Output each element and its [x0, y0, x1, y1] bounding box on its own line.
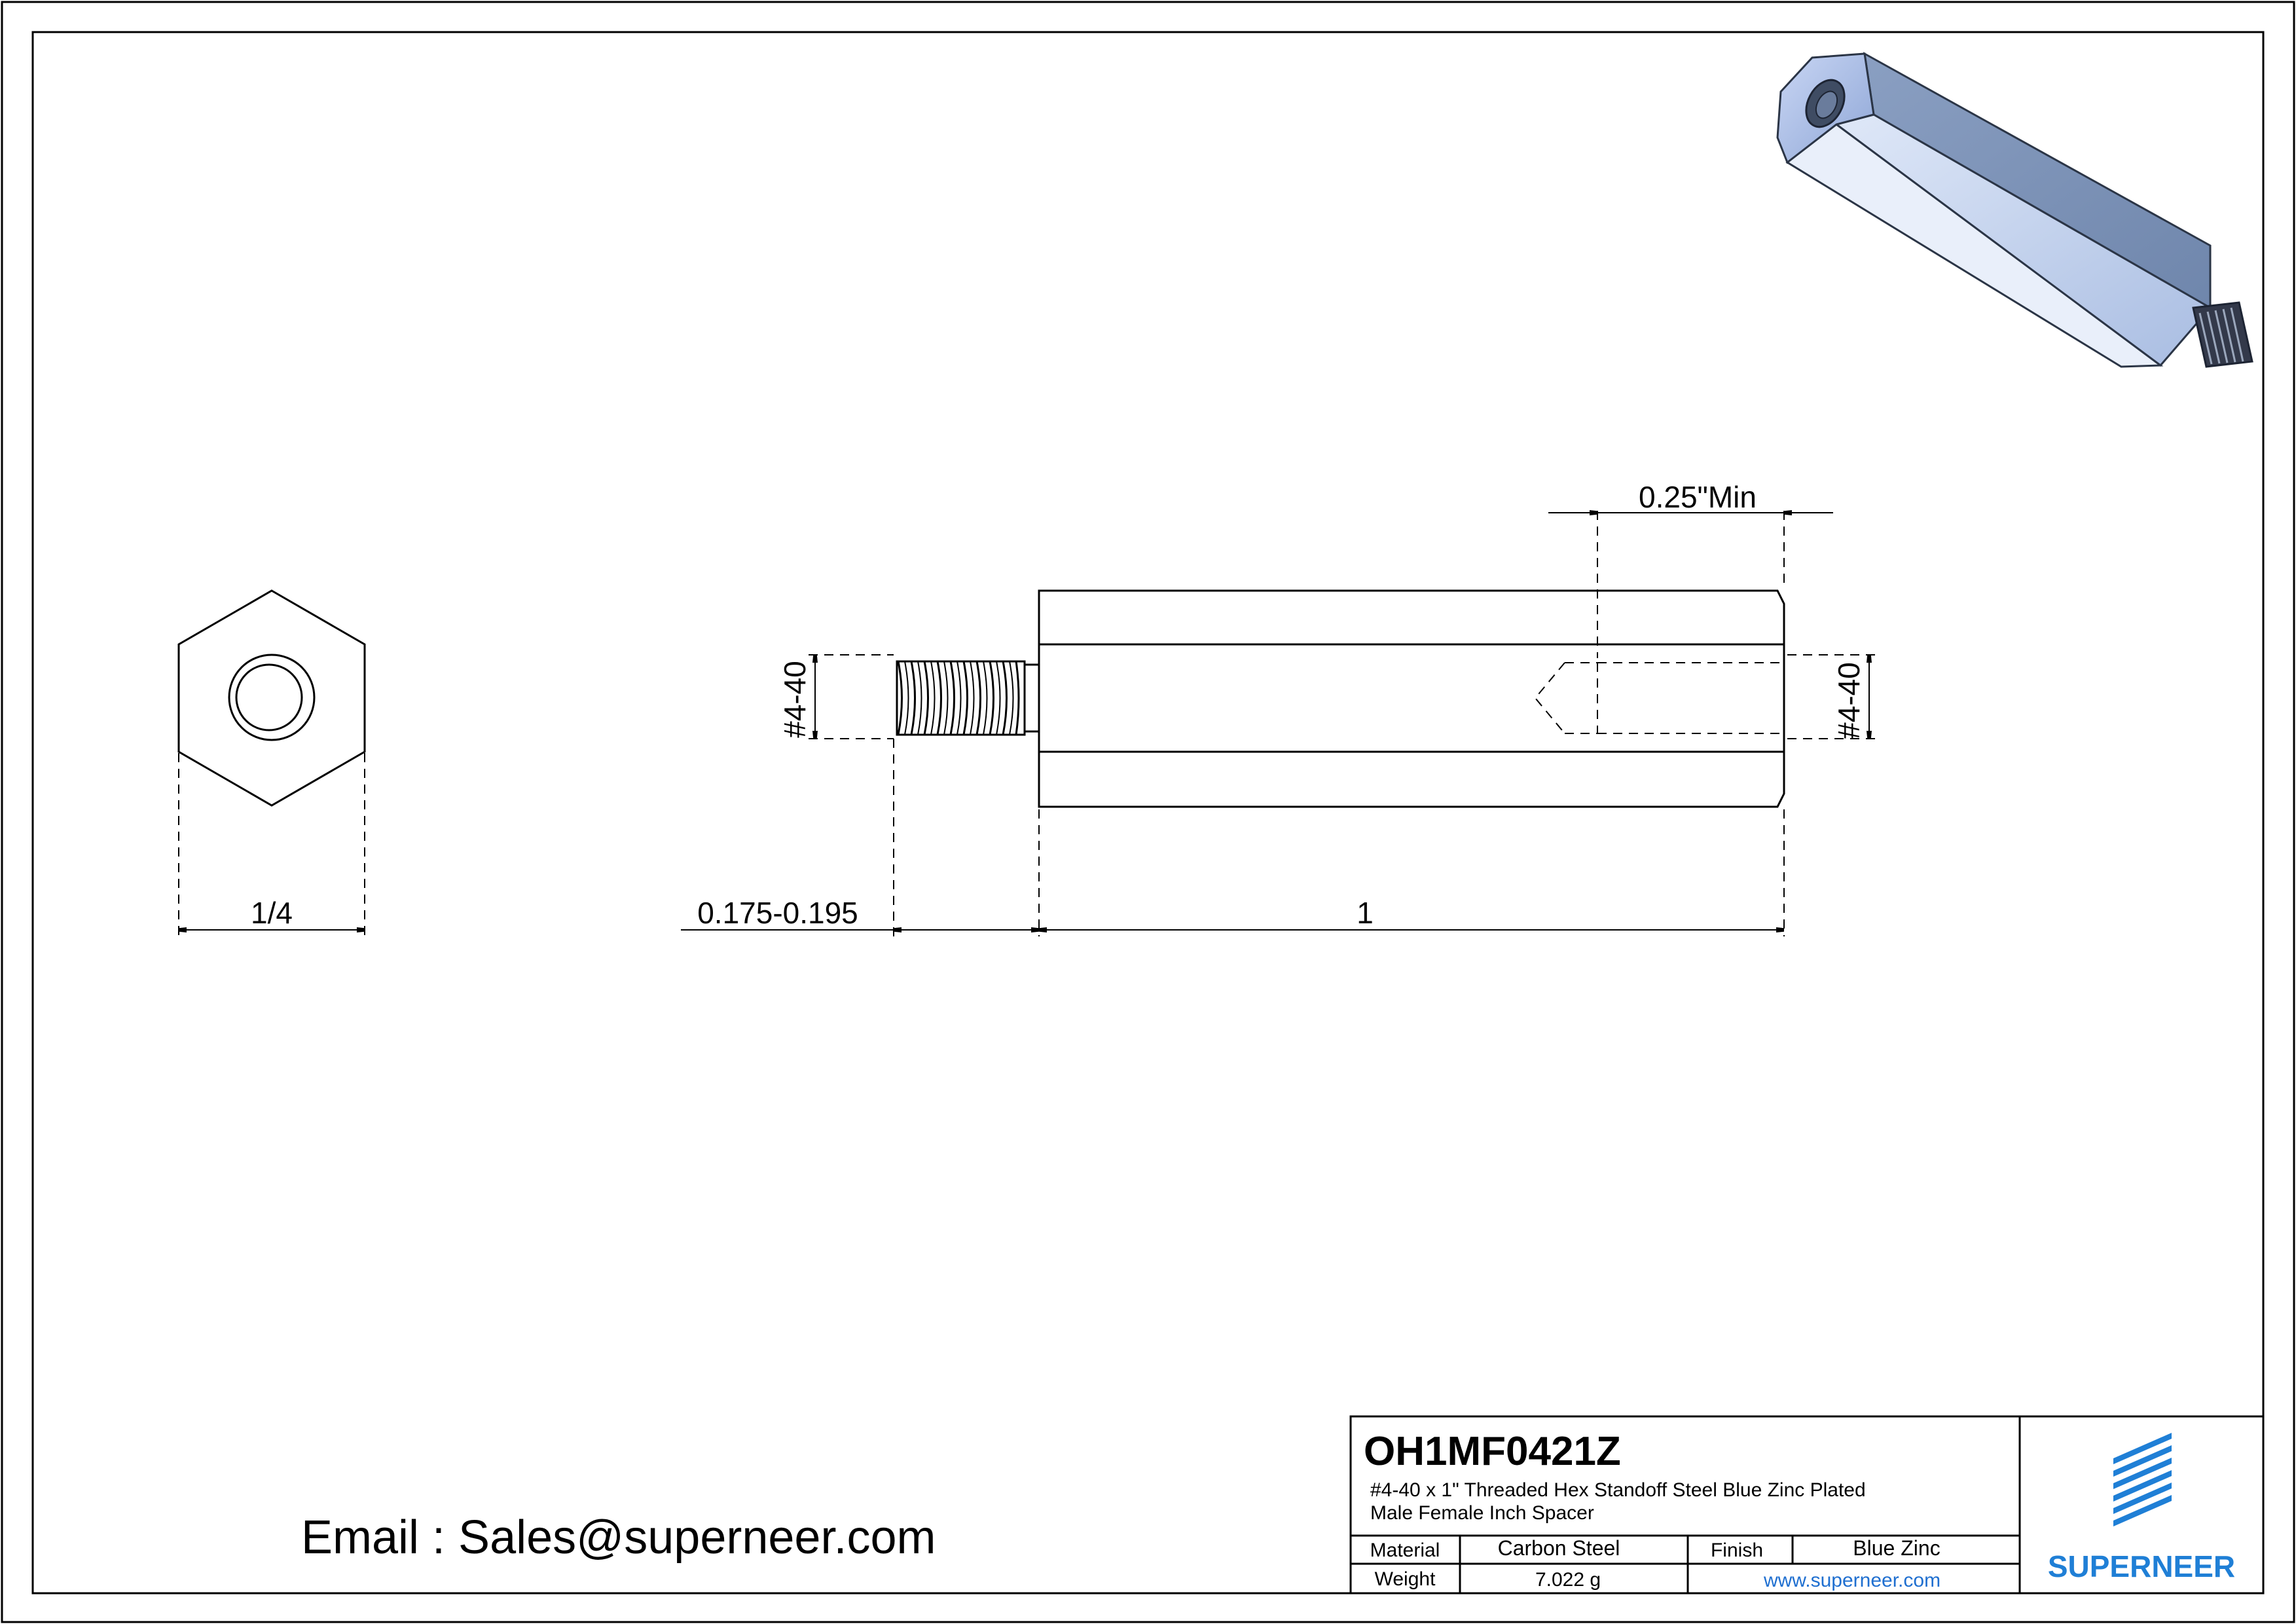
female-thread-size-label: #4-40 [1832, 662, 1866, 739]
male-thread-dim [809, 655, 894, 739]
weight-value: 7.022 g [1535, 1569, 1601, 1591]
material-value: Carbon Steel [1497, 1536, 1620, 1560]
female-depth-dim [1548, 511, 1833, 658]
body-length-label: 1 [1357, 896, 1374, 930]
iso-male-stud [2193, 303, 2252, 367]
hex-outline [179, 591, 365, 805]
finish-value: Blue Zinc [1853, 1536, 1941, 1560]
hex-body-outline [1039, 591, 1784, 807]
female-depth-label: 0.25"Min [1639, 480, 1757, 514]
description-line-1: #4-40 x 1" Threaded Hex Standoff Steel Blue Zinc Plated [1370, 1479, 1866, 1501]
inner-border [33, 32, 2263, 1593]
brand-name: SUPERNEER [2047, 1549, 2236, 1583]
hex-tapped-hole-inner [236, 665, 302, 730]
material-label: Material [1370, 1540, 1440, 1561]
hex-end-view [179, 591, 365, 936]
weight-label: Weight [1374, 1568, 1436, 1590]
contact-email: Email : Sales@superneer.com [301, 1511, 936, 1564]
isometric-part [1777, 54, 2252, 367]
hex-across-flats-label: 1/4 [251, 896, 293, 930]
male-thread-size-label: #4-40 [778, 661, 812, 738]
male-thread-crests [898, 661, 1019, 735]
part-number: OH1MF0421Z [1364, 1429, 1621, 1474]
website-link[interactable]: www.superneer.com [1763, 1570, 1941, 1591]
superneer-stripes-logo-icon [2113, 1433, 2172, 1526]
female-hidden-bore [1535, 663, 1784, 733]
description-line-2: Male Female Inch Spacer [1370, 1502, 1594, 1524]
side-view [897, 591, 1784, 807]
male-neck [1025, 665, 1039, 731]
finish-label: Finish [1710, 1540, 1764, 1561]
male-thread-length-label: 0.175-0.195 [697, 896, 858, 930]
